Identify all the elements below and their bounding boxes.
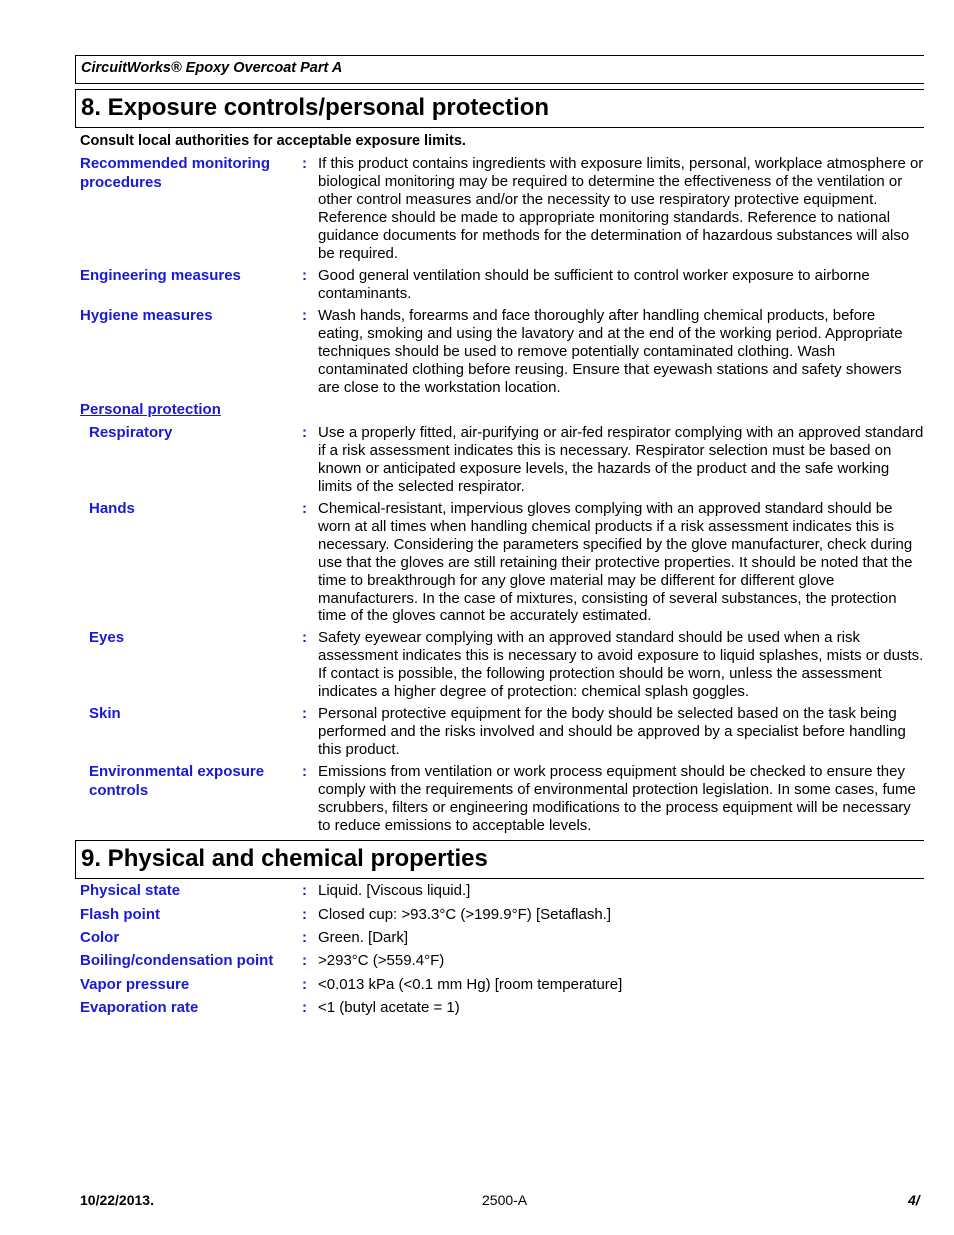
value-eyes: Safety eyewear complying with an approved standard should be used when a risk assessment indicates this is necessary to avoid exposure to liquid splashes, mists or dusts. If contact is possible, the following protection should be worn, unless the assessment indicates a higher degree of protection: chemical splash goggles. bbox=[318, 629, 924, 700]
colon: : bbox=[302, 906, 307, 923]
label-flash-point: Flash point bbox=[80, 906, 160, 923]
value-boiling-point: >293°C (>559.4°F) bbox=[318, 952, 445, 969]
label-environmental-exposure: Environmental exposure controls bbox=[89, 763, 265, 799]
value-skin: Personal protective equipment for the body should be selected based on the task being performed and the risks involved and should be approved by a specialist before handling this product. bbox=[318, 705, 906, 758]
label-boiling-point: Boiling/condensation point bbox=[80, 952, 274, 969]
colon: : bbox=[302, 929, 307, 946]
section-9-header bbox=[75, 840, 924, 879]
value-hygiene-measures: Wash hands, forearms and face thoroughly after handling chemical products, before eating, smoking and using the lavatory and at the end of the working period. Appropriate techniques should be used to remove potentially contaminated clothing. Wash contaminated clothing before reusing. Ensure that eyewash stations and safety showers are close to the workstation location. bbox=[318, 307, 903, 396]
value-engineering-measures: Good general ventilation should be sufficient to control worker exposure to airborne contaminants. bbox=[318, 267, 870, 302]
section-8-title: 8. Exposure controls/personal protection bbox=[81, 94, 550, 121]
colon: : bbox=[302, 705, 307, 722]
colon: : bbox=[302, 976, 307, 993]
colon: : bbox=[302, 267, 307, 284]
value-environmental-exposure: Emissions from ventilation or work process equipment should be checked to ensure they comply with the requirements of environmental protection legislation. In some cases, fume scrubbers, filters or engineering modifications to the process equipment will be necessary to reduce emissions to acceptable levels. bbox=[318, 763, 916, 834]
label-evaporation-rate: Evaporation rate bbox=[80, 999, 199, 1016]
value-vapor-pressure: <0.013 kPa (<0.1 mm Hg) [room temperature] bbox=[318, 976, 623, 993]
label-eyes: Eyes bbox=[89, 629, 125, 646]
colon: : bbox=[302, 155, 307, 172]
label-color: Color bbox=[80, 929, 120, 946]
label-hygiene-measures: Hygiene measures bbox=[80, 307, 213, 324]
label-engineering-measures: Engineering measures bbox=[80, 267, 241, 284]
label-skin: Skin bbox=[89, 705, 121, 722]
footer-doc-code: 2500-A bbox=[482, 1192, 528, 1208]
colon: : bbox=[302, 424, 307, 441]
value-recommended-monitoring: If this product contains ingredients with exposure limits, personal, workplace atmosphere or biological monitoring may be required to determine the effectiveness of the ventilation or other control measures and/or the necessity to use respiratory protective equipment. Reference should be made to appropriate monitoring standards. Reference to national guidance documents for methods for the determination of hazardous substances will also be required. bbox=[318, 155, 924, 262]
footer-date: 10/22/2013. bbox=[80, 1192, 154, 1208]
product-header bbox=[75, 55, 924, 84]
label-physical-state: Physical state bbox=[80, 882, 181, 899]
colon: : bbox=[302, 999, 307, 1016]
colon: : bbox=[302, 882, 307, 899]
value-hands: Chemical-resistant, impervious gloves complying with an approved standard should be worn at all times when handling chemical products if a risk assessment indicates this is necessary. Considering the parameters specified by the glove manufacturer, check during use that the gloves are still retaining their protective properties. It should be noted that the time to breakthrough for any glove material may be different for different glove manufacturers. In the case of mixtures, consisting of several substances, the protection time of the gloves cannot be accurately estimated. bbox=[318, 500, 913, 625]
label-hands: Hands bbox=[89, 500, 135, 517]
product-name: CircuitWorks® Epoxy Overcoat Part A bbox=[81, 60, 343, 76]
footer-page-number: 4/ bbox=[908, 1192, 920, 1208]
colon: : bbox=[302, 952, 307, 969]
value-flash-point: Closed cup: >93.3°C (>199.9°F) [Setaflash.] bbox=[318, 906, 611, 923]
section-9-title: 9. Physical and chemical properties bbox=[81, 845, 488, 872]
section-8-header bbox=[75, 89, 924, 128]
colon: : bbox=[302, 307, 307, 324]
label-recommended-monitoring: Recommended monitoring procedures bbox=[80, 155, 271, 191]
colon: : bbox=[302, 500, 307, 517]
value-evaporation-rate: <1 (butyl acetate = 1) bbox=[318, 999, 460, 1016]
colon: : bbox=[302, 763, 307, 780]
value-color: Green. [Dark] bbox=[318, 929, 409, 946]
personal-protection-link[interactable]: Personal protection bbox=[80, 401, 221, 418]
label-respiratory: Respiratory bbox=[89, 424, 173, 441]
value-physical-state: Liquid. [Viscous liquid.] bbox=[318, 882, 471, 899]
label-vapor-pressure: Vapor pressure bbox=[80, 976, 190, 993]
colon: : bbox=[302, 629, 307, 646]
value-respiratory: Use a properly fitted, air-purifying or air-fed respirator complying with an approved standard if a risk assessment indicates this is necessary. Respirator selection must be based on known or anticipated exposure levels, the hazards of the product and the safe working limits of the selected respirator. bbox=[318, 424, 924, 495]
exposure-limits-note: Consult local authorities for acceptable exposure limits. bbox=[80, 133, 466, 149]
